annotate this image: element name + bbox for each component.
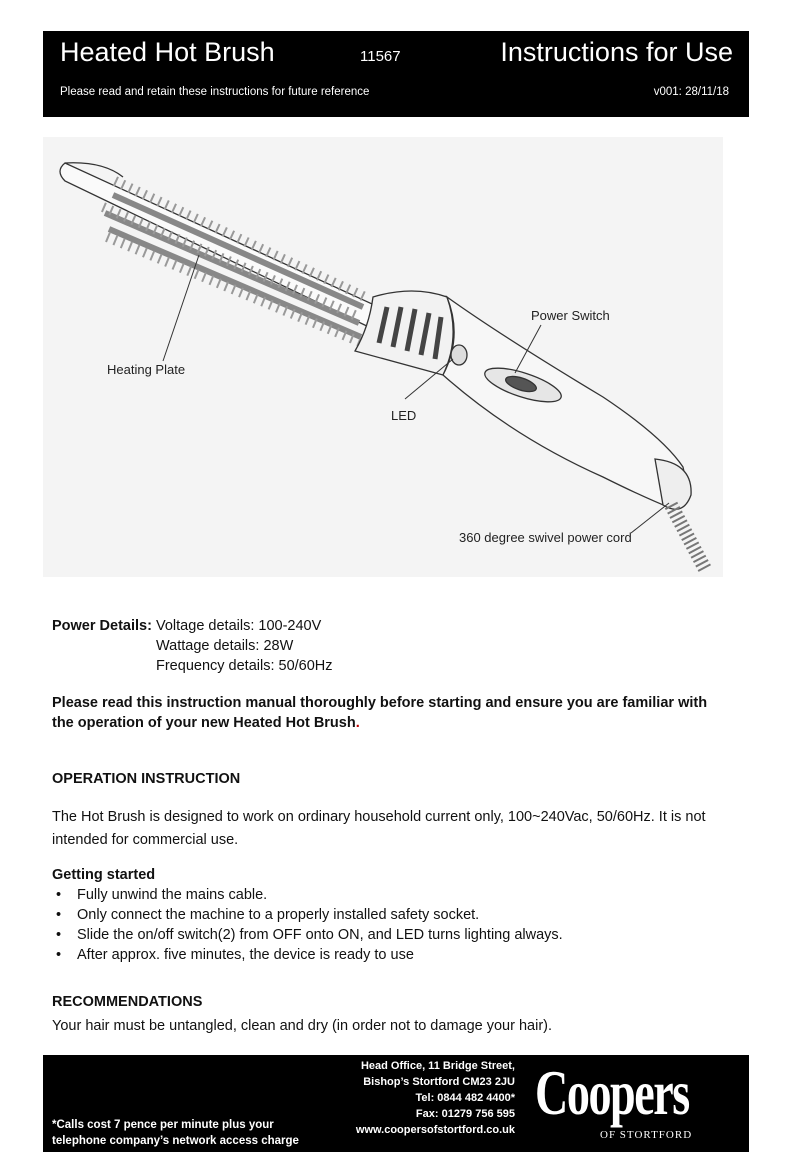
fax-number: Fax: 01279 756 595 bbox=[415, 1108, 515, 1120]
call-cost-line-1: *Calls cost 7 pence per minute plus your bbox=[52, 1119, 274, 1131]
call-cost-line-2: telephone company’s network access charge bbox=[52, 1135, 299, 1147]
version-date: v001: 28/11/18 bbox=[653, 86, 729, 98]
voltage-details: Voltage details: 100-240V bbox=[156, 618, 322, 634]
recommendations-body: Your hair must be untangled, clean and dry (in order not to damage your hair). bbox=[52, 1018, 553, 1034]
label-heating-plate: Heating Plate bbox=[107, 362, 186, 377]
address-line: Bishop’s Stortford CM23 2JU bbox=[363, 1076, 515, 1088]
label-power-cord: 360 degree swivel power cord bbox=[459, 530, 632, 545]
frequency-details: Frequency details: 50/60Hz bbox=[156, 658, 333, 674]
product-illustration bbox=[43, 137, 723, 577]
instructions-heading: Instructions for Use bbox=[500, 37, 733, 67]
wattage-details: Wattage details: 28W bbox=[156, 638, 294, 654]
read-manual-notice bbox=[52, 693, 732, 733]
operation-heading: OPERATION INSTRUCTION bbox=[52, 771, 241, 787]
list-item: • Fully unwind the mains cable. bbox=[52, 885, 742, 905]
company-address bbox=[355, 1058, 515, 1138]
header-subtitle: Please read and retain these instructions for future reference bbox=[60, 86, 370, 98]
document-title: Heated Hot Brush bbox=[60, 37, 275, 67]
phone-number: Tel: 0844 482 4400* bbox=[415, 1092, 515, 1104]
call-cost-note bbox=[52, 1117, 299, 1149]
power-details-label: Power Details: bbox=[52, 618, 152, 634]
operation-body: The Hot Brush is designed to work on ordinary household current only, 100~240Vac, 50/60Hz. It is not intended for commercial use. bbox=[52, 809, 706, 848]
notice-period: . bbox=[355, 715, 360, 731]
list-item: • Slide the on/off switch(2) from OFF onto ON, and LED turns lighting always. bbox=[52, 925, 742, 945]
website-url: www.coopersofstortford.co.uk bbox=[355, 1124, 515, 1136]
hot-brush-drawing bbox=[43, 137, 723, 577]
coopers-logo-subtitle: OF STORTFORD bbox=[600, 1129, 693, 1141]
notice-text: Please read this instruction manual thoroughly before starting and ensure you are familiar with the operation of your new Heated Hot Brush bbox=[52, 695, 708, 731]
recommendations-heading: RECOMMENDATIONS bbox=[52, 994, 203, 1010]
getting-started-list bbox=[52, 885, 742, 965]
label-power-switch: Power Switch bbox=[531, 308, 610, 323]
header-bar bbox=[43, 31, 749, 117]
footer-bar bbox=[43, 1055, 749, 1152]
getting-started-heading: Getting started bbox=[52, 867, 156, 883]
power-details bbox=[52, 616, 333, 676]
address-line: Head Office, 11 Bridge Street, bbox=[360, 1060, 515, 1072]
list-item: • Only connect the machine to a properly installed safety socket. bbox=[52, 905, 742, 925]
list-item: • After approx. five minutes, the device is ready to use bbox=[52, 945, 742, 965]
label-led: LED bbox=[391, 408, 417, 423]
coopers-logo: Coopers bbox=[535, 1057, 689, 1128]
product-code: 11567 bbox=[360, 48, 401, 65]
